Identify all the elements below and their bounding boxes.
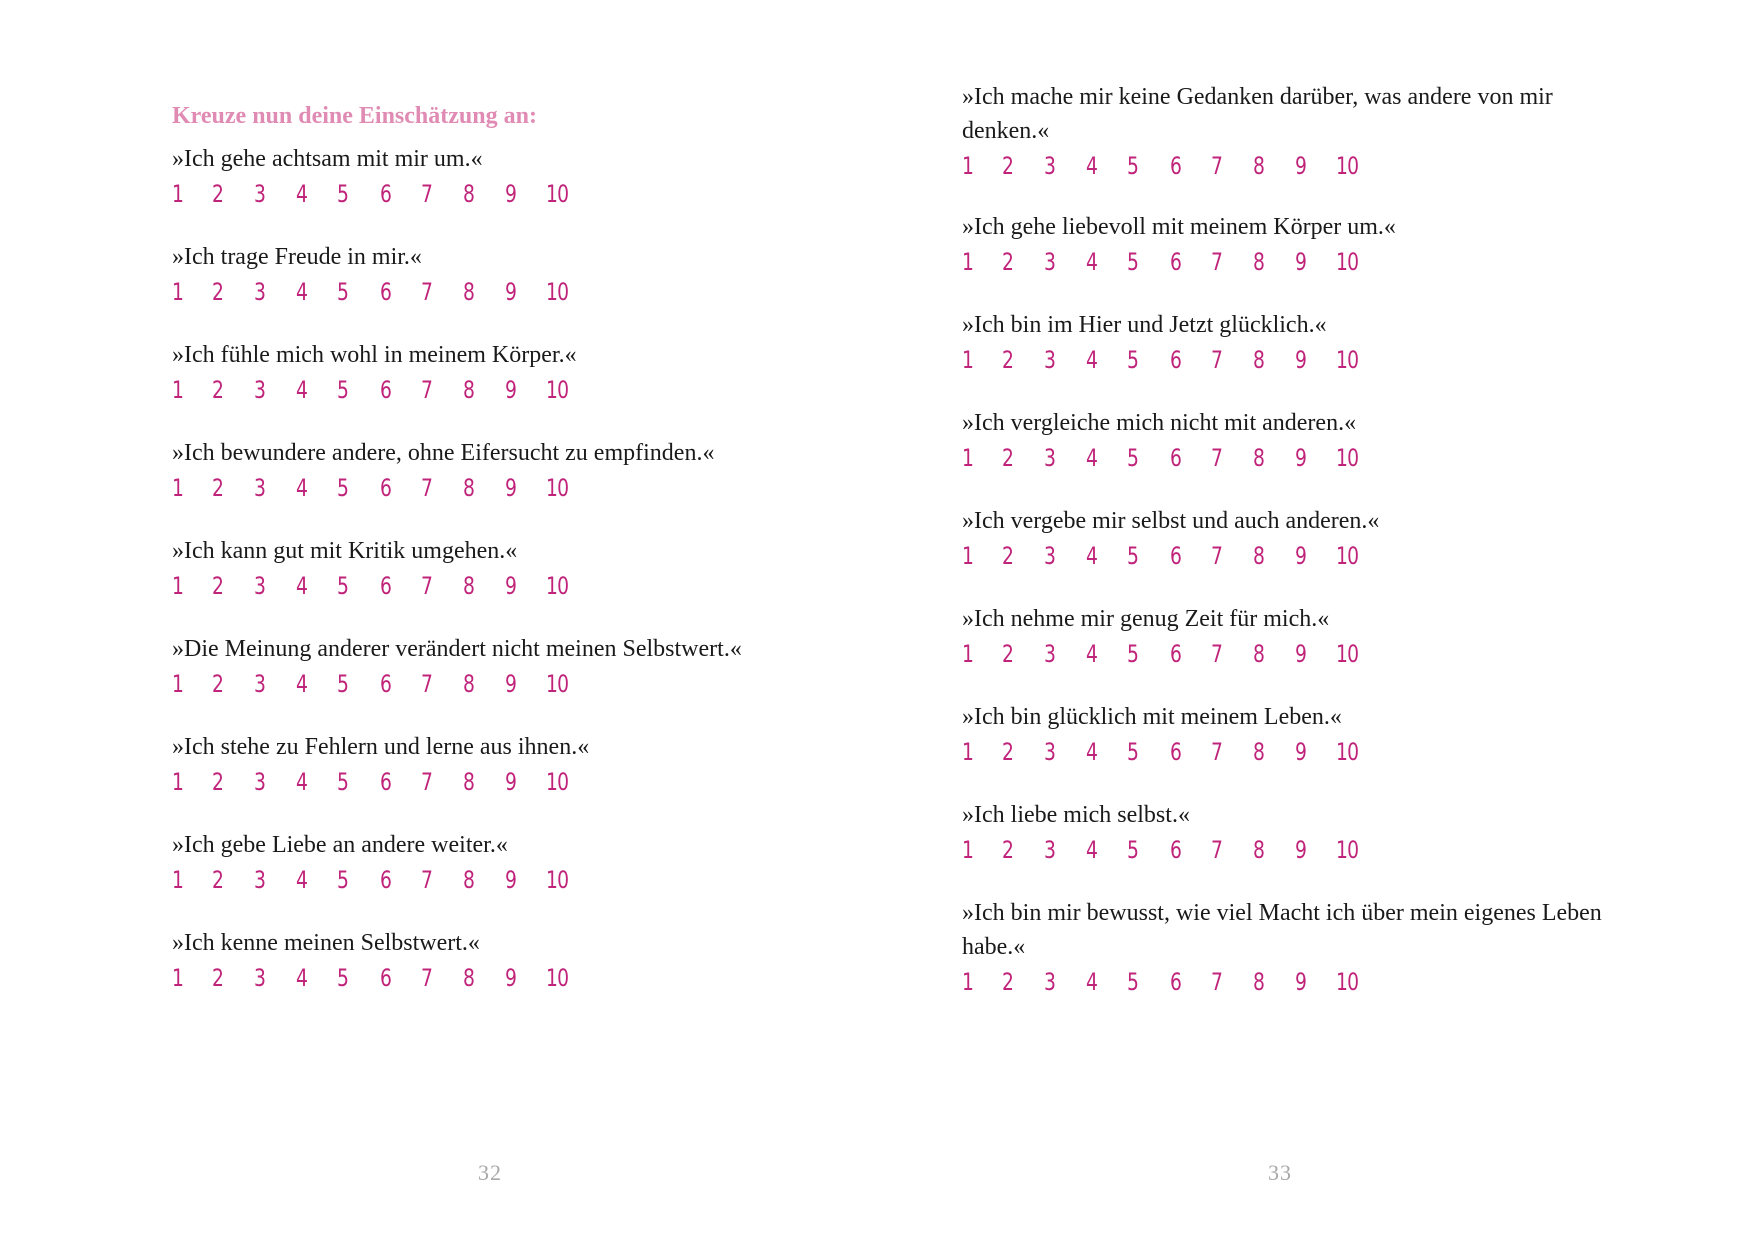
rating-option-1[interactable]: 1: [172, 572, 184, 600]
rating-option-9[interactable]: 9: [1295, 640, 1307, 668]
rating-option-5[interactable]: 5: [1127, 738, 1139, 766]
rating-option-10[interactable]: 10: [546, 474, 569, 502]
rating-option-2[interactable]: 2: [212, 768, 224, 796]
rating-option-6[interactable]: 6: [1170, 346, 1182, 374]
rating-option-10[interactable]: 10: [1336, 542, 1359, 570]
statement-text: »Ich trage Freude in mir.«: [172, 244, 422, 270]
rating-option-1[interactable]: 1: [962, 444, 974, 472]
rating-option-8[interactable]: 8: [1253, 248, 1265, 276]
rating-option-6[interactable]: 6: [1170, 152, 1182, 180]
rating-option-10[interactable]: 10: [1336, 836, 1359, 864]
rating-scale: [962, 832, 1602, 868]
rating-option-2[interactable]: 2: [212, 670, 224, 698]
rating-option-9[interactable]: 9: [505, 180, 517, 208]
rating-option-3[interactable]: 3: [254, 964, 266, 992]
rating-option-3[interactable]: 3: [1044, 738, 1056, 766]
statement-item: [172, 534, 792, 604]
statement-item: [962, 798, 1602, 868]
rating-scale: [172, 372, 792, 408]
rating-option-5[interactable]: 5: [1127, 542, 1139, 570]
rating-option-9[interactable]: 9: [1295, 152, 1307, 180]
rating-option-4[interactable]: 4: [296, 670, 308, 698]
rating-option-10[interactable]: 10: [546, 180, 569, 208]
rating-option-3[interactable]: 3: [254, 278, 266, 306]
rating-option-4[interactable]: 4: [296, 964, 308, 992]
rating-option-4[interactable]: 4: [1086, 152, 1098, 180]
rating-option-9[interactable]: 9: [1295, 444, 1307, 472]
rating-option-10[interactable]: 10: [1336, 346, 1359, 374]
rating-option-2[interactable]: 2: [1002, 836, 1014, 864]
rating-scale: [962, 964, 1602, 1000]
statement-item: [962, 406, 1602, 476]
statement-item: [962, 700, 1602, 770]
rating-option-1[interactable]: 1: [172, 768, 184, 796]
rating-option-1[interactable]: 1: [962, 152, 974, 180]
rating-option-6[interactable]: 6: [380, 866, 392, 894]
statement-item: [962, 210, 1602, 280]
rating-option-8[interactable]: 8: [1253, 152, 1265, 180]
rating-option-8[interactable]: 8: [463, 474, 475, 502]
rating-option-10[interactable]: 10: [1336, 640, 1359, 668]
rating-option-9[interactable]: 9: [505, 964, 517, 992]
rating-option-8[interactable]: 8: [463, 768, 475, 796]
rating-option-4[interactable]: 4: [296, 572, 308, 600]
rating-option-2[interactable]: 2: [1002, 248, 1014, 276]
rating-option-2[interactable]: 2: [1002, 542, 1014, 570]
rating-option-1[interactable]: 1: [962, 346, 974, 374]
rating-option-1[interactable]: 1: [962, 640, 974, 668]
rating-option-5[interactable]: 5: [337, 670, 349, 698]
rating-option-2[interactable]: 2: [1002, 346, 1014, 374]
statement-text: »Ich nehme mir genug Zeit für mich.«: [962, 606, 1330, 632]
rating-option-5[interactable]: 5: [337, 278, 349, 306]
rating-scale: [962, 734, 1602, 770]
statement-item: [172, 730, 792, 800]
statement-item: [172, 926, 792, 996]
rating-option-2[interactable]: 2: [1002, 152, 1014, 180]
statement-text: »Ich bin mir bewusst, wie viel Macht ich über mein eigenes Leben habe.«: [962, 900, 1602, 960]
rating-option-5[interactable]: 5: [1127, 836, 1139, 864]
rating-option-10[interactable]: 10: [546, 768, 569, 796]
rating-option-8[interactable]: 8: [463, 670, 475, 698]
rating-option-8[interactable]: 8: [1253, 836, 1265, 864]
rating-option-7[interactable]: 7: [421, 768, 433, 796]
rating-option-7[interactable]: 7: [1211, 542, 1223, 570]
rating-option-2[interactable]: 2: [212, 376, 224, 404]
rating-option-8[interactable]: 8: [463, 866, 475, 894]
rating-option-10[interactable]: 10: [1336, 152, 1359, 180]
rating-option-8[interactable]: 8: [463, 376, 475, 404]
rating-option-5[interactable]: 5: [337, 376, 349, 404]
rating-scale: [962, 636, 1602, 672]
rating-option-2[interactable]: 2: [1002, 640, 1014, 668]
statement-text: »Ich stehe zu Fehlern und lerne aus ihnen.«: [172, 734, 590, 760]
rating-option-6[interactable]: 6: [380, 278, 392, 306]
rating-option-4[interactable]: 4: [1086, 836, 1098, 864]
rating-option-9[interactable]: 9: [1295, 542, 1307, 570]
statement-text: »Ich kenne meinen Selbstwert.«: [172, 930, 480, 956]
rating-option-3[interactable]: 3: [1044, 968, 1056, 996]
rating-scale: [962, 440, 1602, 476]
rating-option-9[interactable]: 9: [505, 572, 517, 600]
rating-option-5[interactable]: 5: [1127, 444, 1139, 472]
rating-option-3[interactable]: 3: [254, 376, 266, 404]
rating-option-4[interactable]: 4: [296, 180, 308, 208]
statement-item: [172, 436, 792, 506]
rating-option-3[interactable]: 3: [254, 670, 266, 698]
rating-option-8[interactable]: 8: [1253, 968, 1265, 996]
rating-option-1[interactable]: 1: [962, 836, 974, 864]
rating-option-5[interactable]: 5: [337, 474, 349, 502]
statement-text: »Ich bin glücklich mit meinem Leben.«: [962, 704, 1342, 730]
rating-scale: [172, 960, 792, 996]
rating-option-3[interactable]: 3: [1044, 836, 1056, 864]
rating-option-5[interactable]: 5: [1127, 152, 1139, 180]
rating-option-6[interactable]: 6: [1170, 836, 1182, 864]
rating-option-9[interactable]: 9: [505, 670, 517, 698]
statement-item: [962, 504, 1602, 574]
rating-scale: [172, 568, 792, 604]
rating-option-2[interactable]: 2: [1002, 968, 1014, 996]
instruction-heading: Kreuze nun deine Einschätzung an:: [172, 103, 537, 129]
right-page: [962, 0, 1602, 1240]
statement-text: »Die Meinung anderer verändert nicht meinen Selbstwert.«: [172, 636, 742, 662]
rating-option-6[interactable]: 6: [1170, 444, 1182, 472]
rating-option-3[interactable]: 3: [1044, 152, 1056, 180]
rating-option-1[interactable]: 1: [962, 738, 974, 766]
rating-option-1[interactable]: 1: [962, 248, 974, 276]
rating-option-10[interactable]: 10: [546, 964, 569, 992]
rating-option-2[interactable]: 2: [212, 180, 224, 208]
rating-option-5[interactable]: 5: [1127, 346, 1139, 374]
rating-option-6[interactable]: 6: [380, 572, 392, 600]
statement-text: »Ich mache mir keine Gedanken darüber, was andere von mir denken.«: [962, 84, 1553, 144]
statement-text: »Ich liebe mich selbst.«: [962, 802, 1190, 828]
rating-option-3[interactable]: 3: [254, 572, 266, 600]
left-page: [172, 0, 792, 1240]
rating-option-3[interactable]: 3: [254, 474, 266, 502]
rating-option-6[interactable]: 6: [380, 474, 392, 502]
rating-option-6[interactable]: 6: [380, 964, 392, 992]
rating-option-1[interactable]: 1: [962, 542, 974, 570]
rating-option-3[interactable]: 3: [1044, 640, 1056, 668]
rating-option-7[interactable]: 7: [421, 964, 433, 992]
rating-option-6[interactable]: 6: [380, 768, 392, 796]
rating-option-2[interactable]: 2: [212, 474, 224, 502]
rating-option-10[interactable]: 10: [546, 278, 569, 306]
rating-option-3[interactable]: 3: [254, 768, 266, 796]
rating-option-1[interactable]: 1: [172, 278, 184, 306]
statement-text: »Ich gehe liebevoll mit meinem Körper um.«: [962, 214, 1396, 240]
rating-option-4[interactable]: 4: [296, 376, 308, 404]
rating-option-6[interactable]: 6: [1170, 248, 1182, 276]
rating-option-6[interactable]: 6: [1170, 542, 1182, 570]
rating-option-3[interactable]: 3: [254, 866, 266, 894]
rating-scale: [172, 862, 792, 898]
rating-option-7[interactable]: 7: [421, 572, 433, 600]
rating-option-7[interactable]: 7: [1211, 836, 1223, 864]
rating-option-1[interactable]: 1: [962, 968, 974, 996]
rating-option-5[interactable]: 5: [337, 180, 349, 208]
rating-option-2[interactable]: 2: [1002, 738, 1014, 766]
rating-option-3[interactable]: 3: [1044, 542, 1056, 570]
rating-option-8[interactable]: 8: [463, 964, 475, 992]
rating-option-6[interactable]: 6: [1170, 968, 1182, 996]
statement-item: [172, 828, 792, 898]
rating-option-3[interactable]: 3: [254, 180, 266, 208]
rating-option-7[interactable]: 7: [421, 278, 433, 306]
rating-option-1[interactable]: 1: [172, 964, 184, 992]
rating-option-2[interactable]: 2: [1002, 444, 1014, 472]
rating-option-5[interactable]: 5: [1127, 968, 1139, 996]
rating-option-3[interactable]: 3: [1044, 248, 1056, 276]
rating-option-5[interactable]: 5: [337, 866, 349, 894]
rating-option-7[interactable]: 7: [421, 866, 433, 894]
rating-option-10[interactable]: 10: [546, 866, 569, 894]
statement-item: [962, 80, 1602, 184]
rating-option-4[interactable]: 4: [296, 768, 308, 796]
rating-option-3[interactable]: 3: [1044, 346, 1056, 374]
rating-option-5[interactable]: 5: [337, 964, 349, 992]
statement-text: »Ich bin im Hier und Jetzt glücklich.«: [962, 312, 1327, 338]
rating-option-10[interactable]: 10: [546, 670, 569, 698]
rating-option-3[interactable]: 3: [1044, 444, 1056, 472]
rating-option-1[interactable]: 1: [172, 376, 184, 404]
rating-scale: [172, 176, 792, 212]
rating-option-6[interactable]: 6: [380, 180, 392, 208]
rating-scale: [172, 470, 792, 506]
rating-option-7[interactable]: 7: [1211, 152, 1223, 180]
rating-option-8[interactable]: 8: [463, 278, 475, 306]
rating-option-1[interactable]: 1: [172, 670, 184, 698]
statement-text: »Ich fühle mich wohl in meinem Körper.«: [172, 342, 577, 368]
rating-option-4[interactable]: 4: [296, 278, 308, 306]
rating-scale: [962, 342, 1602, 378]
page-number-left: 32: [478, 1160, 502, 1185]
rating-option-10[interactable]: 10: [1336, 968, 1359, 996]
rating-option-9[interactable]: 9: [505, 376, 517, 404]
rating-option-2[interactable]: 2: [212, 866, 224, 894]
statement-text: »Ich bewundere andere, ohne Eifersucht zu empfinden.«: [172, 440, 715, 466]
rating-option-5[interactable]: 5: [1127, 248, 1139, 276]
rating-option-4[interactable]: 4: [1086, 542, 1098, 570]
rating-option-2[interactable]: 2: [212, 964, 224, 992]
rating-option-10[interactable]: 10: [546, 376, 569, 404]
rating-option-7[interactable]: 7: [1211, 968, 1223, 996]
rating-option-7[interactable]: 7: [1211, 444, 1223, 472]
rating-option-7[interactable]: 7: [1211, 738, 1223, 766]
rating-option-7[interactable]: 7: [421, 180, 433, 208]
rating-option-8[interactable]: 8: [1253, 738, 1265, 766]
statement-text: »Ich gebe Liebe an andere weiter.«: [172, 832, 508, 858]
rating-option-4[interactable]: 4: [1086, 968, 1098, 996]
rating-scale: [172, 666, 792, 702]
statement-item: [962, 602, 1602, 672]
rating-option-5[interactable]: 5: [337, 572, 349, 600]
rating-option-8[interactable]: 8: [1253, 640, 1265, 668]
rating-option-9[interactable]: 9: [505, 866, 517, 894]
rating-option-4[interactable]: 4: [1086, 640, 1098, 668]
rating-option-9[interactable]: 9: [1295, 248, 1307, 276]
rating-option-6[interactable]: 6: [1170, 640, 1182, 668]
rating-option-4[interactable]: 4: [296, 866, 308, 894]
rating-option-4[interactable]: 4: [1086, 738, 1098, 766]
rating-option-8[interactable]: 8: [463, 572, 475, 600]
rating-scale: [962, 148, 1602, 184]
statement-item: [962, 896, 1602, 1000]
statement-item: [962, 308, 1602, 378]
rating-option-10[interactable]: 10: [1336, 444, 1359, 472]
rating-option-7[interactable]: 7: [421, 376, 433, 404]
rating-option-5[interactable]: 5: [1127, 640, 1139, 668]
rating-option-4[interactable]: 4: [1086, 444, 1098, 472]
rating-option-7[interactable]: 7: [1211, 640, 1223, 668]
rating-option-8[interactable]: 8: [1253, 444, 1265, 472]
rating-option-8[interactable]: 8: [463, 180, 475, 208]
rating-option-10[interactable]: 10: [1336, 248, 1359, 276]
rating-option-9[interactable]: 9: [1295, 968, 1307, 996]
rating-option-2[interactable]: 2: [212, 572, 224, 600]
statement-item: [172, 142, 792, 212]
statement-text: »Ich kann gut mit Kritik umgehen.«: [172, 538, 518, 564]
rating-option-10[interactable]: 10: [546, 572, 569, 600]
rating-option-9[interactable]: 9: [505, 278, 517, 306]
rating-option-7[interactable]: 7: [421, 670, 433, 698]
rating-option-9[interactable]: 9: [1295, 836, 1307, 864]
rating-option-1[interactable]: 1: [172, 474, 184, 502]
rating-option-7[interactable]: 7: [1211, 346, 1223, 374]
rating-option-7[interactable]: 7: [1211, 248, 1223, 276]
rating-option-7[interactable]: 7: [421, 474, 433, 502]
rating-option-6[interactable]: 6: [1170, 738, 1182, 766]
rating-option-1[interactable]: 1: [172, 866, 184, 894]
rating-option-2[interactable]: 2: [212, 278, 224, 306]
rating-scale: [962, 244, 1602, 280]
statement-text: »Ich vergebe mir selbst und auch anderen.«: [962, 508, 1380, 534]
statement-item: [172, 240, 792, 310]
page-number-right: 33: [1268, 1160, 1292, 1185]
rating-option-8[interactable]: 8: [1253, 542, 1265, 570]
rating-option-9[interactable]: 9: [505, 474, 517, 502]
statement-item: [172, 338, 792, 408]
rating-option-4[interactable]: 4: [296, 474, 308, 502]
rating-option-1[interactable]: 1: [172, 180, 184, 208]
rating-scale: [962, 538, 1602, 574]
rating-option-8[interactable]: 8: [1253, 346, 1265, 374]
statement-text: »Ich gehe achtsam mit mir um.«: [172, 146, 483, 172]
rating-option-4[interactable]: 4: [1086, 346, 1098, 374]
rating-option-4[interactable]: 4: [1086, 248, 1098, 276]
rating-option-6[interactable]: 6: [380, 670, 392, 698]
rating-option-10[interactable]: 10: [1336, 738, 1359, 766]
rating-option-9[interactable]: 9: [1295, 738, 1307, 766]
rating-option-9[interactable]: 9: [505, 768, 517, 796]
rating-scale: [172, 274, 792, 310]
rating-option-6[interactable]: 6: [380, 376, 392, 404]
statement-item: [172, 632, 792, 702]
rating-option-5[interactable]: 5: [337, 768, 349, 796]
rating-scale: [172, 764, 792, 800]
statement-text: »Ich vergleiche mich nicht mit anderen.«: [962, 410, 1357, 436]
rating-option-9[interactable]: 9: [1295, 346, 1307, 374]
